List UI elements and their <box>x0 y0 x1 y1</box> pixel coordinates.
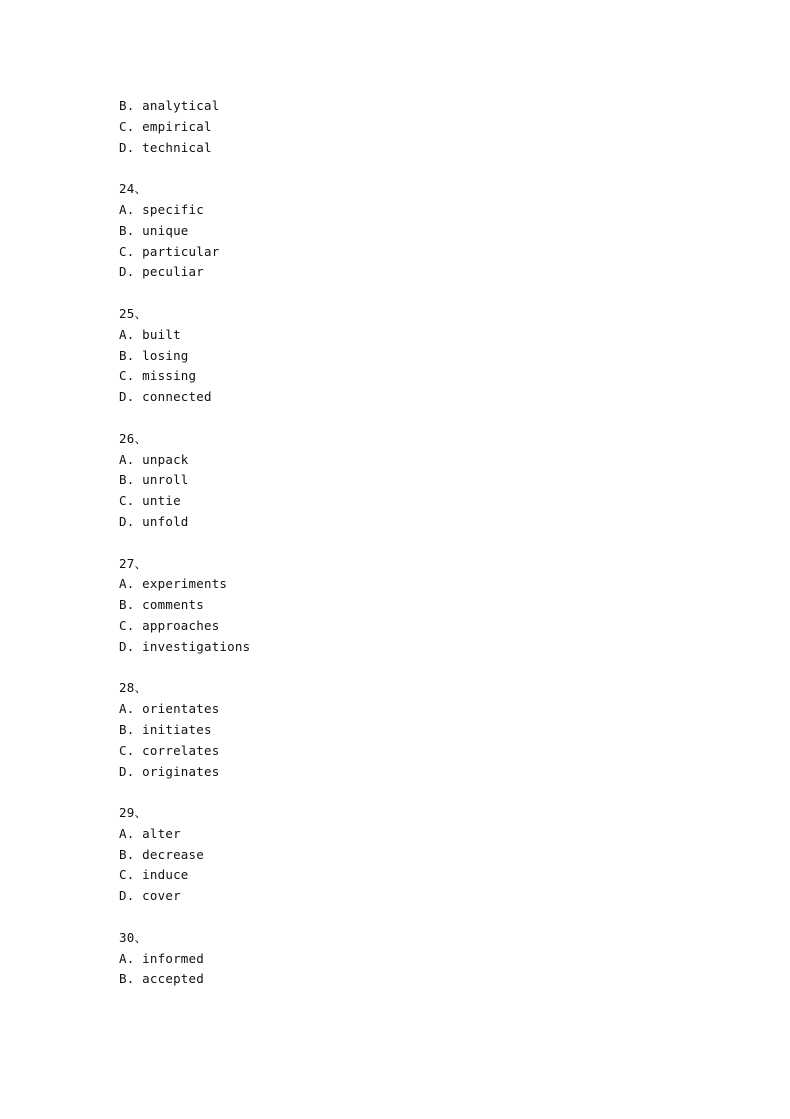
question-30 <box>119 928 719 990</box>
option-a: A. unpack <box>119 451 189 467</box>
option-c: C. induce <box>119 867 189 883</box>
option-d: D. peculiar <box>119 264 204 280</box>
option-a: A. informed <box>119 950 204 966</box>
option-b: B. unique <box>119 222 189 238</box>
option-b: B. comments <box>119 597 204 613</box>
option-b: B. losing <box>119 347 189 363</box>
question-29 <box>119 803 719 907</box>
option-d: D. technical <box>119 139 212 155</box>
option-b: B. analytical <box>119 98 220 113</box>
option-c: C. approaches <box>119 617 220 633</box>
option-a: A. alter <box>119 825 181 841</box>
option-b: B. initiates <box>119 721 212 737</box>
option-d: D. cover <box>119 888 181 904</box>
option-d: D. connected <box>119 389 212 405</box>
option-b: B. unroll <box>119 472 189 488</box>
option-a: A. orientates <box>119 701 220 717</box>
option-d: D. investigations <box>119 638 251 654</box>
question-27 <box>119 554 719 658</box>
option-b: B. accepted <box>119 971 204 987</box>
question-number: 26、 <box>119 430 148 446</box>
option-b: B. decrease <box>119 846 204 862</box>
question-26 <box>119 429 719 533</box>
question-number: 24、 <box>119 181 148 197</box>
option-c: C. correlates <box>119 742 220 758</box>
option-c: C. particular <box>119 243 220 259</box>
question-25 <box>119 304 719 408</box>
option-a: A. experiments <box>119 576 228 592</box>
question-24 <box>119 179 719 283</box>
question-23-continued <box>119 96 719 158</box>
question-number: 27、 <box>119 555 148 571</box>
option-c: C. empirical <box>119 118 212 134</box>
option-d: D. originates <box>119 763 220 779</box>
question-number: 29、 <box>119 805 148 821</box>
document-page <box>119 96 719 990</box>
option-a: A. specific <box>119 201 204 217</box>
option-c: C. untie <box>119 493 181 509</box>
question-28 <box>119 678 719 782</box>
question-number: 25、 <box>119 305 148 321</box>
option-c: C. missing <box>119 368 197 384</box>
question-number: 28、 <box>119 680 148 696</box>
option-d: D. unfold <box>119 513 189 529</box>
question-number: 30、 <box>119 929 148 945</box>
option-a: A. built <box>119 326 181 342</box>
